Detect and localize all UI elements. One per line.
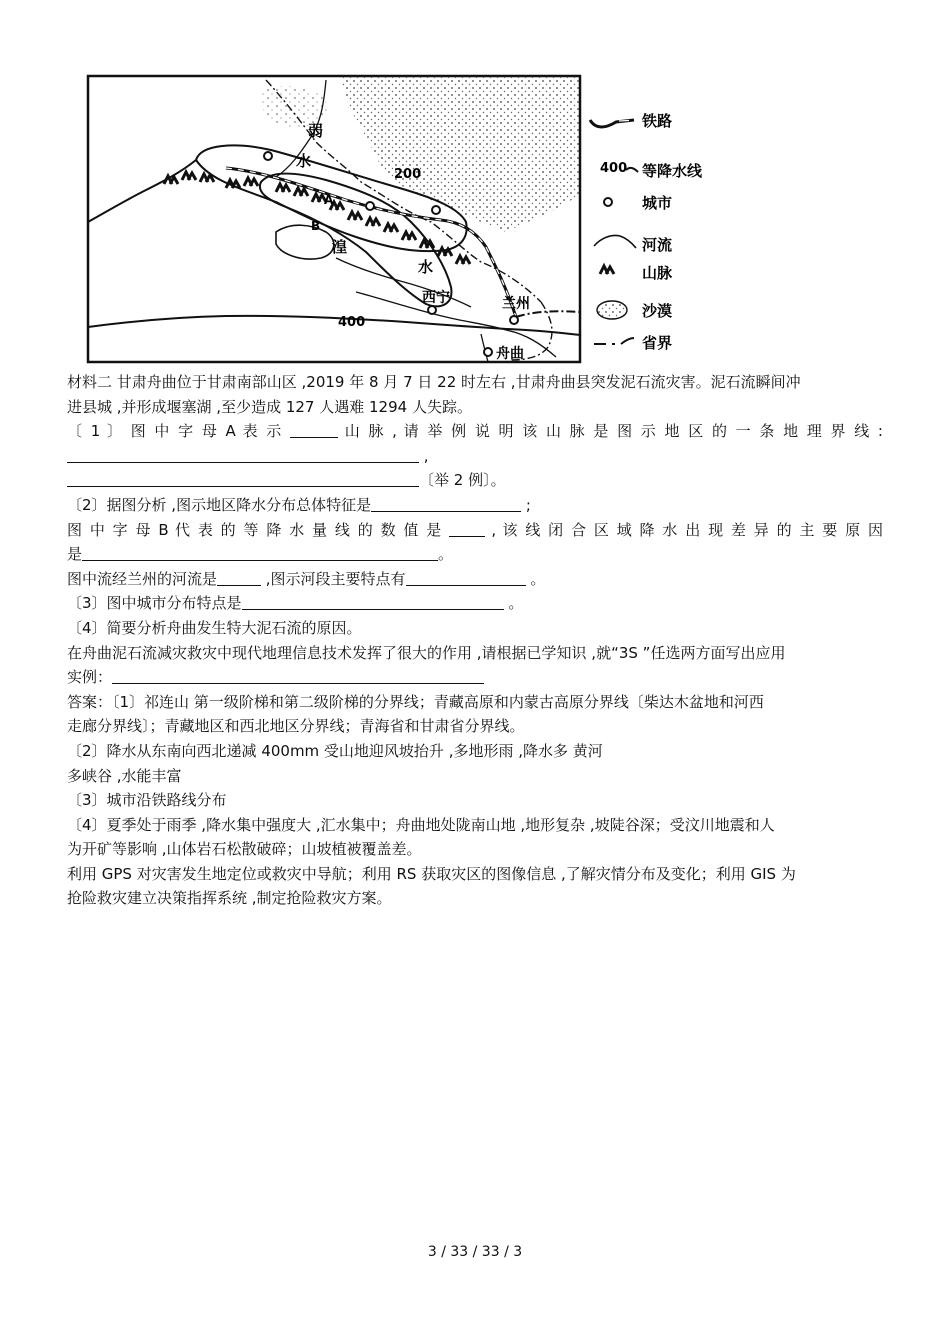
city-marker (432, 206, 440, 214)
legend-desert-label: 沙漠 (642, 302, 673, 320)
label-xining: 西宁 (422, 290, 450, 306)
q1-line-3 (67, 468, 883, 493)
q2-line-4-text-b: ,图示河段主要特点有 (261, 569, 406, 588)
answer-line-3: 〔2〕降水从东南向西北递减 400mm 受山地迎风坡抬升 ,多地形雨 ,降水多 黄河 (67, 741, 603, 760)
answer-line-5: 〔3〕城市沿铁路线分布 (67, 791, 227, 810)
answer-blank[interactable] (67, 447, 419, 463)
q2-line-4-text-a: 图中流经兰州的河流是 (67, 569, 218, 588)
label-shui-1: 水 (296, 152, 312, 170)
legend-boundary-symbol (594, 338, 634, 344)
q3-line (67, 591, 883, 616)
answer-line-9: 抢险救灾建立决策指挥系统 ,制定抢险救灾方案。 (67, 889, 392, 908)
map-figure (86, 72, 726, 364)
answer-blank[interactable] (406, 570, 526, 586)
legend-desert-symbol (597, 301, 627, 319)
answer-line-7: 为开矿等影响 ,山体岩石松散破碎；山坡植被覆盖差。 (67, 840, 422, 859)
material-2-line-2: 进县城 ,并形成堰塞湖 ,至少造成 127 人遇难 1294 人失踪。 (67, 397, 472, 416)
q5-line-2 (67, 665, 883, 690)
q5-line-2-text-a: 实例： (67, 668, 113, 687)
answer-blank[interactable] (217, 570, 261, 586)
label-ruo: 弱 (308, 122, 324, 140)
q1-text-a: 〔 1 〕 图 中 字 母 A 表 示 (67, 422, 290, 441)
legend-mountain-label: 山脉 (642, 264, 673, 282)
q1-line-2-text-b: , (419, 446, 429, 465)
answer-line-2: 走廊分界线〕；青藏地区和西北地区分界线；青海省和甘肃省分界线。 (67, 717, 525, 736)
answer-blank[interactable] (242, 594, 504, 610)
city-marker (264, 152, 272, 160)
q2-line-3-text-b: 。 (438, 545, 454, 564)
label-zhouqu: 舟曲 (496, 346, 524, 362)
label-a: A (324, 193, 334, 207)
q2-line-2 (67, 518, 883, 543)
legend-city-label: 城市 (642, 194, 673, 212)
q3-text-a: 〔3〕图中城市分布特点是 (67, 594, 242, 613)
q1-text-b: 山 脉 , 请 举 例 说 明 该 山 脉 是 图 示 地 区 的 一 条 地 理 界 线 : (338, 422, 883, 441)
label-huang: 湟 (332, 238, 348, 256)
legend-city-symbol (604, 198, 612, 206)
q1-line-2 (67, 444, 883, 469)
q2-line-3 (67, 542, 883, 567)
answer-blank[interactable] (449, 521, 485, 537)
q2-line-2-text-b: , 该 线 闭 合 区 域 降 水 出 现 差 异 的 主 要 原 因 (485, 520, 883, 539)
answer-blank[interactable] (67, 471, 419, 487)
city-marker-zhouqu (484, 348, 492, 356)
q2-line-3-text-a: 是 (67, 545, 83, 564)
answer-line-8: 利用 GPS 对灾害发生地定位或救灾中导航；利用 RS 获取灾区的图像信息 ,了解灾情分布及变化；利用 GIS 为 (67, 864, 796, 883)
q1-line-1 (67, 419, 883, 444)
answer-line-4: 多峡谷 ,水能丰富 (67, 766, 182, 785)
question-text (67, 370, 883, 911)
legend-boundary-label: 省界 (642, 334, 673, 352)
map-legend (590, 112, 703, 352)
legend-river-label: 河流 (642, 236, 673, 254)
answer-blank[interactable] (371, 496, 521, 512)
legend-river-symbol (594, 235, 636, 248)
city-marker-lanzhou (510, 316, 518, 324)
label-iso-200: 200 (394, 167, 422, 182)
q2-line-2-text-a: 图 中 字 母 B 代 表 的 等 降 水 量 线 的 数 值 是 (67, 520, 450, 539)
legend-isohyet-value: 400 (600, 161, 628, 176)
legend-isohyet-label: 等降水线 (642, 162, 703, 180)
page-footer: 3 / 33 / 33 / 3 (427, 1244, 523, 1260)
label-b: B (311, 219, 321, 233)
q2-text-b: ; (521, 495, 531, 514)
answer-blank[interactable] (290, 422, 338, 438)
material-2-line-1: 材料二 甘肃舟曲位于甘肃南部山区 ,2019 年 8 月 7 日 22 时左右 ,甘肃舟曲县突发泥石流灾害。泥石流瞬间冲 (67, 373, 801, 391)
q2-text-a: 〔2〕据图分析 ,图示地区降水分布总体特征是 (67, 495, 372, 514)
q1-line-3-text-b: 〔举 2 例〕。 (419, 471, 506, 490)
answer-line-6: 〔4〕夏季处于雨季 ,降水集中强度大 ,汇水集中；舟曲地处陇南山地 ,地形复杂 ,坡陡谷深；受汶川地震和人 (67, 815, 775, 834)
q3-text-b: 。 (503, 594, 524, 613)
q2-line-4-text-c: 。 (525, 569, 546, 588)
label-iso-400: 400 (338, 315, 366, 330)
q2-line-4 (67, 567, 883, 592)
label-lanzhou: 兰州 (502, 296, 530, 312)
city-marker-xining (428, 306, 436, 314)
label-shui-2: 水 (418, 258, 434, 276)
legend-railway-label: 铁路 (642, 112, 673, 130)
q2-line-1 (67, 493, 883, 518)
answer-blank[interactable] (82, 545, 438, 561)
q4-line: 〔4〕简要分析舟曲发生特大泥石流的原因。 (67, 618, 362, 637)
q5-line-1: 在舟曲泥石流减灾救灾中现代地理信息技术发挥了很大的作用 ,请根据已学知识 ,就“3S ”任选两方面写出应用 (67, 643, 786, 662)
answer-blank[interactable] (112, 668, 484, 684)
legend-mountain-symbol (600, 266, 614, 274)
answer-line-1: 答案：〔1〕祁连山 第一级阶梯和第二级阶梯的分界线；青藏高原和内蒙古高原分界线〔柴达木盆地和河西 (67, 692, 764, 711)
city-marker (366, 202, 374, 210)
